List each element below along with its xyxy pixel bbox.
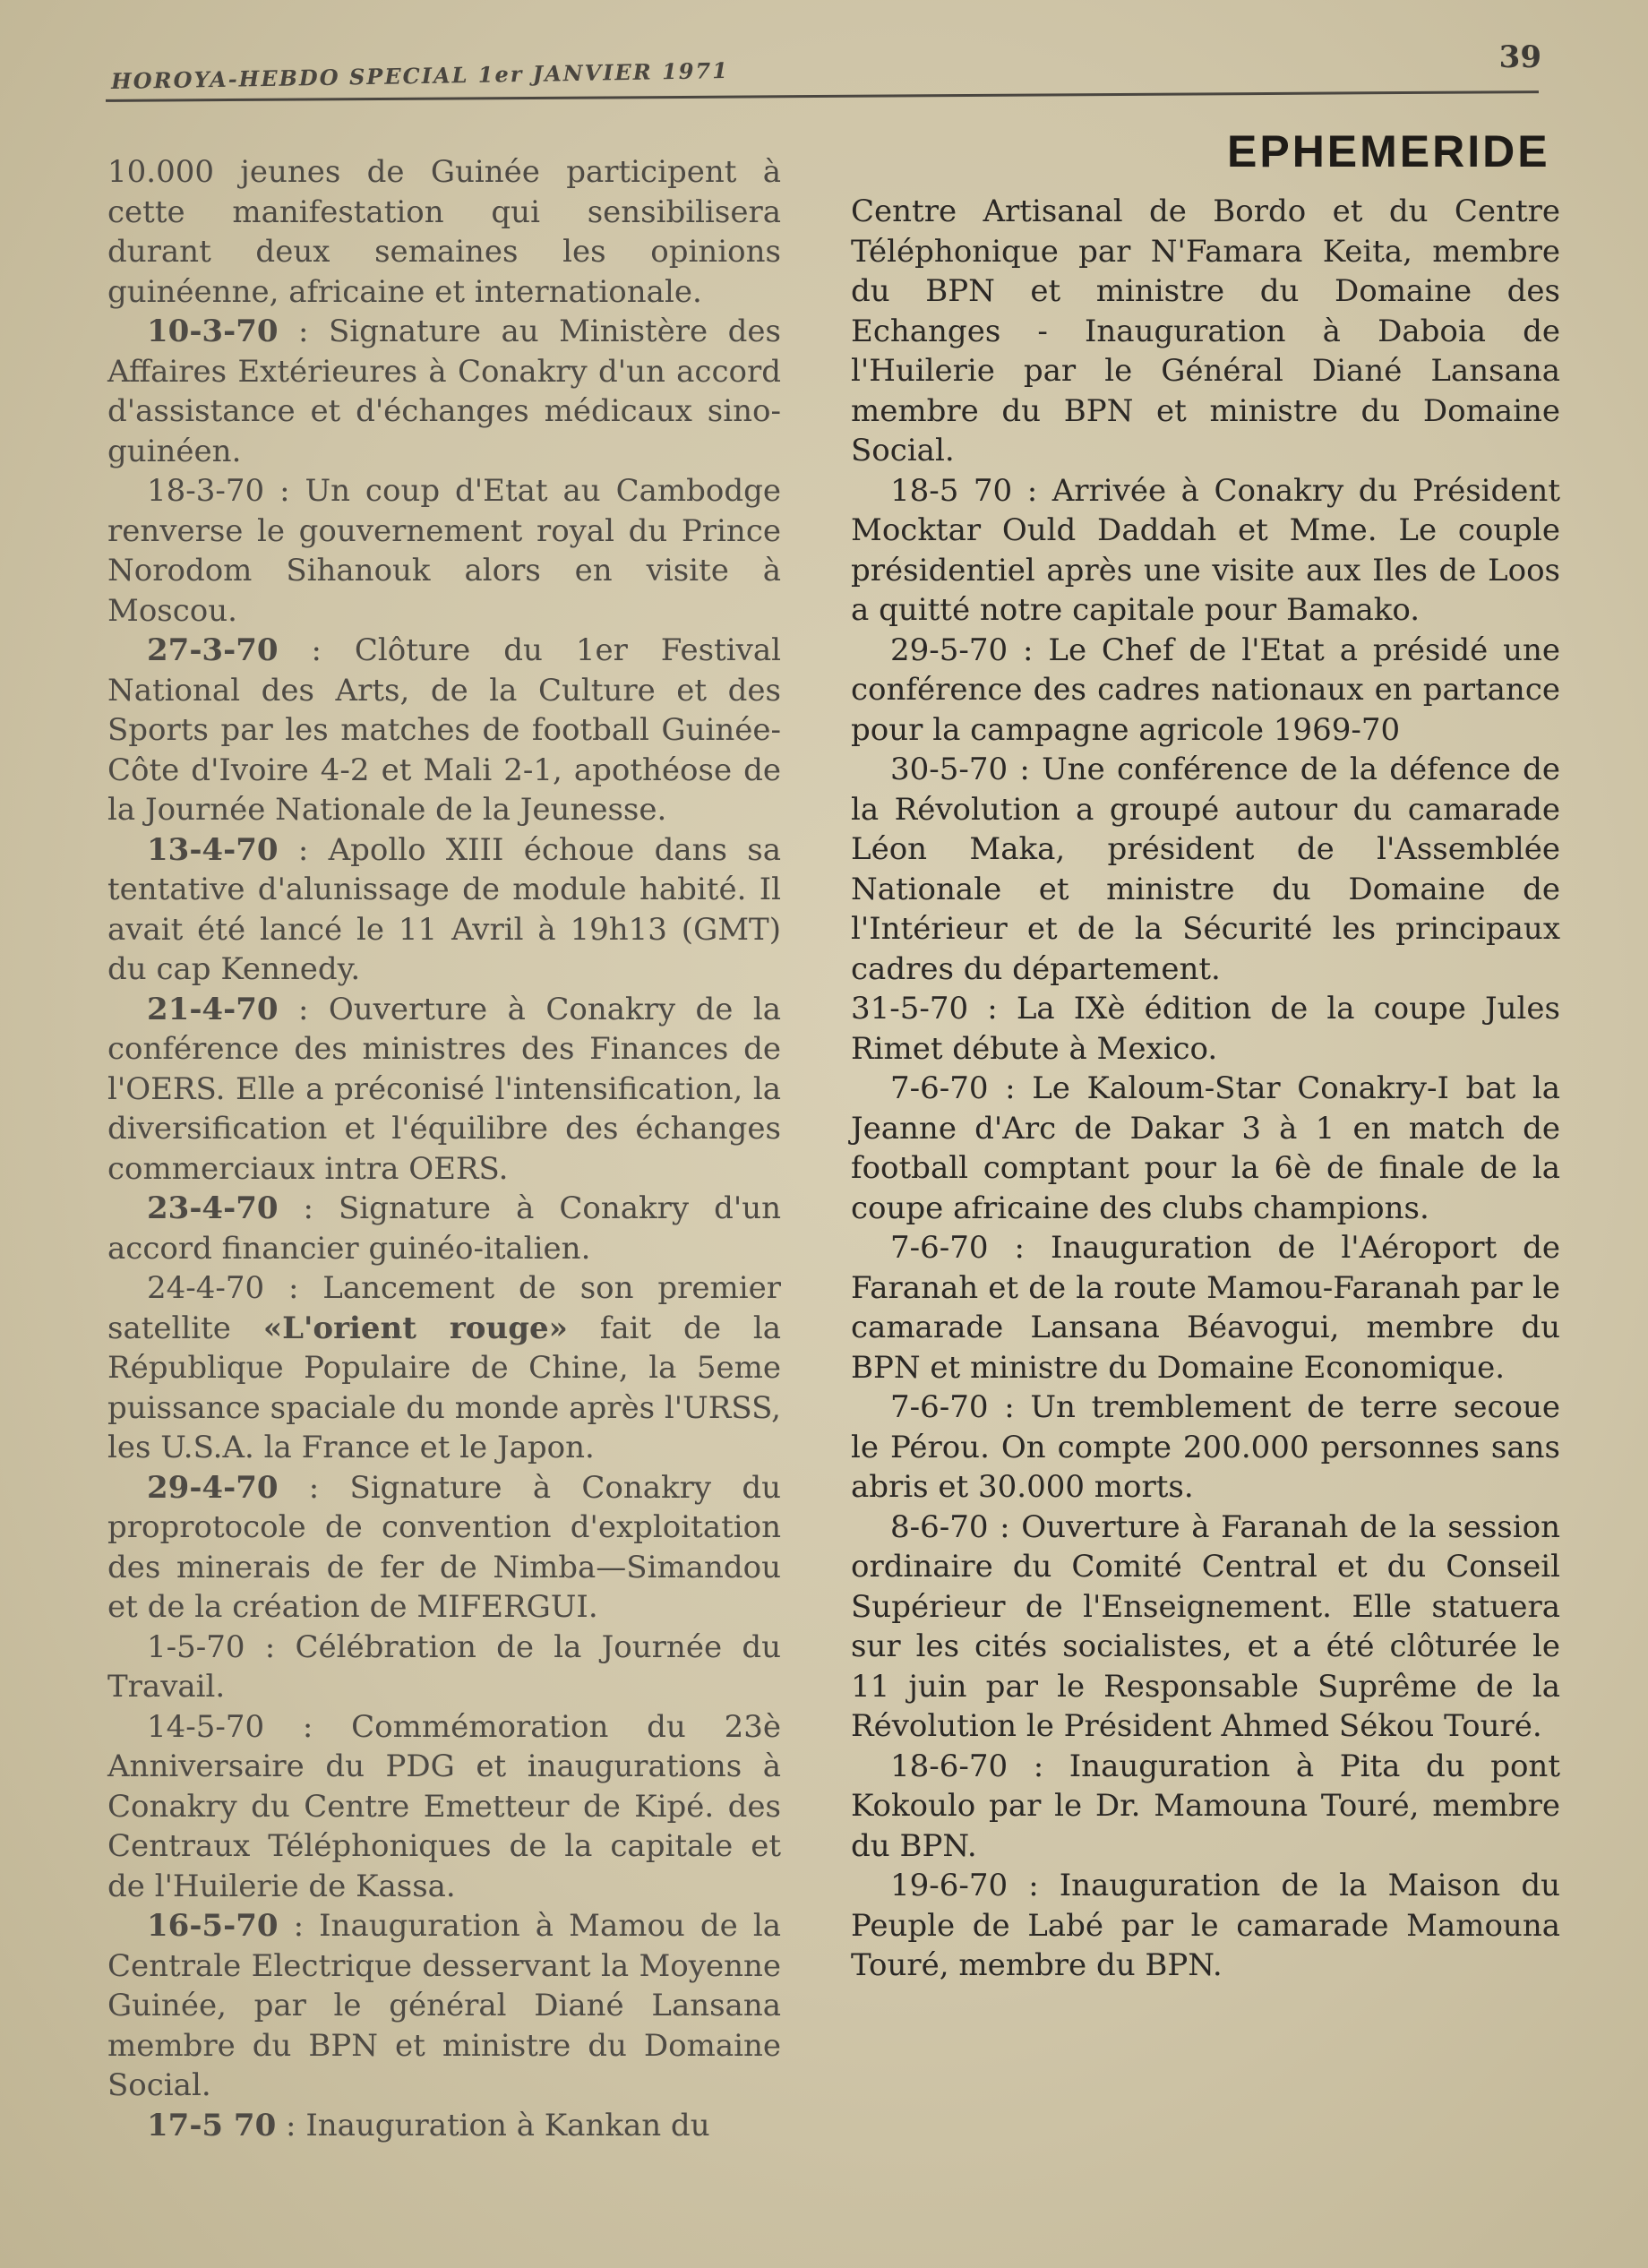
entry-text: fait de la République Populaire de Chine, la 5eme puissance spaciale du monde après l'URSS, les U.S.A. la France et le Japon. xyxy=(107,1310,781,1465)
entry-date: 21-4-70 xyxy=(147,991,279,1027)
entry-18-3-70: 18-3-70 : Un coup d'Etat au Cambodge renverse le gouvernement royal du Prince Norodom Sihanouk alors en visite à Moscou. xyxy=(107,473,781,629)
entry-date: 31-5-70 xyxy=(851,991,969,1027)
entry-text: Apollo XIII échoue dans sa tentative d'alunissage de module habité. Il avait été lancé le 11 Avril à 19h13 (GMT) du cap Kennedy. xyxy=(107,831,781,987)
entry-text: Inauguration à Mamou de la Centrale Electrique desservant la Moyenne Guinée, par le général Diané Lansana membre du BPN et ministre du Domaine Social. xyxy=(107,1908,781,2103)
entry-18-5-70: 18-5 70 : Arrivée à Conakry du Président Mocktar Ould Daddah et Mme. Le couple présidentiel après une visite aux Iles de Loos a quitté notre capitale pour Bamako. xyxy=(851,472,1560,628)
entry-8-6-70: 8-6-70 : Ouverture à Faranah de la session ordinaire du Comité Central et du Conseil Supérieur de l'Enseignement. Elle statuera sur les cités socialistes, et a été clôturée le 11 juin par le Responsable Suprême de la Révolution le Président Ahmed Sékou Touré. xyxy=(851,1508,1560,1744)
entry-text: Signature à Conakry du proprotocole de convention d'exploitation des minerais de fer de Nimba—Simandou et de la création de MIFERGUI. xyxy=(107,1469,781,1625)
entry-30-5-70: 30-5-70 : Une conférence de la défence de la Révolution a groupé autour du camarade Léon Maka, président de l'Assemblée Nationale et ministre du Domaine de l'Intérieur et de la Sécurité les principaux cadres du département. xyxy=(851,752,1560,987)
entry-date: 18-5 70 xyxy=(890,472,1013,509)
entry-14-5-70: 14-5-70 : Commémoration du 23è Anniversaire du PDG et inaugurations à Conakry du Centre Emetteur de Kipé. des Centraux Téléphoniques de la capitale et de l'Huilerie de Kassa. xyxy=(107,1708,781,1904)
entry-18-6-70: 18-6-70 : Inauguration à Pita du pont Kokoulo par le Dr. Mamouna Touré, membre du BPN. xyxy=(851,1748,1560,1864)
entry-text: Ouverture à Conakry de la conférence des ministres des Finances de l'OERS. Elle a préconisé l'intensification, la diversification et l'équilibre des échanges commerciaux intra OERS. xyxy=(107,991,781,1187)
entry-text: Commémoration du 23è Anniversaire du PDG et inaugurations à Conakry du Centre Emetteur de Kipé. des Centraux Téléphoniques de la capitale et de l'Huilerie de Kassa. xyxy=(107,1708,781,1904)
entry-date: 16-5-70 xyxy=(147,1908,279,1944)
right-intro: Centre Artisanal de Bordo et du Centre Téléphonique par N'Famara Keita, membre du BPN et ministre du Domaine des Echanges - Inauguration à Daboia de l'Huilerie par le Général Diané Lansana membre du BPN et ministre du Domaine Social. xyxy=(851,193,1560,468)
entry-text: Ouverture à Faranah de la session ordinaire du Comité Central et du Conseil Supérieur de l'Enseignement. Elle statuera sur les cités socialistes, et a été clôturée le 11 juin par le Responsable Suprême de la Révolution le Président Ahmed Sékou Touré. xyxy=(851,1508,1560,1744)
entry-date: 18-3-70 xyxy=(147,473,265,509)
entry-29-4-70: 29-4-70 : Signature à Conakry du proprotocole de convention d'exploitation des minerais de fer de Nimba—Simandou et de la création de MIFERGUI. xyxy=(107,1469,781,1625)
entry-date: 19-6-70 xyxy=(890,1868,1009,1903)
entry-date: 18-6-70 xyxy=(890,1748,1009,1784)
header-rule xyxy=(106,90,1539,102)
entry-text: Inauguration de la Maison du Peuple de Labé par le camarade Mamouna Touré, membre du BPN. xyxy=(851,1868,1560,1983)
entry-text: Arrivée à Conakry du Président Mocktar Ould Daddah et Mme. Le couple présidentiel après une visite aux Iles de Loos a quitté notre capitale pour Bamako. xyxy=(851,472,1560,628)
left-column xyxy=(107,152,781,2145)
entry-text: Un coup d'Etat au Cambodge renverse le gouvernement royal du Prince Norodom Sihanouk alors en visite à Moscou. xyxy=(107,473,781,629)
entry-19-6-70: 19-6-70 : Inauguration de la Maison du Peuple de Labé par le camarade Mamouna Touré, membre du BPN. xyxy=(851,1868,1560,1983)
entry-7-6-70-airport: 7-6-70 : Inauguration de l'Aéroport de Faranah et de la route Mamou-Faranah par le camarade Lansana Béavogui, membre du BPN et ministre du Domaine Economique. xyxy=(851,1230,1560,1386)
entry-date: 13-4-70 xyxy=(147,831,279,868)
entry-date: 24-4-70 xyxy=(147,1270,265,1306)
entry-date: 29-5-70 xyxy=(890,631,1009,668)
entry-date: 7-6-70 xyxy=(890,1230,989,1266)
entry-date: 23-4-70 xyxy=(147,1190,279,1226)
entry-13-4-70: 13-4-70 : Apollo XIII échoue dans sa tentative d'alunissage de module habité. Il avait été lancé le 11 Avril à 19h13 (GMT) du cap Kennedy. xyxy=(107,831,781,987)
publication-title: HOROYA-HEBDO SPECIAL 1er JANVIER 1971 xyxy=(110,56,730,95)
satellite-name: «L'orient rouge» xyxy=(262,1310,568,1346)
entry-text: Célébration de la Journée du Travail. xyxy=(107,1628,781,1705)
entry-date: 30-5-70 xyxy=(890,752,1009,787)
entry-16-5-70: 16-5-70 : Inauguration à Mamou de la Centrale Electrique desservant la Moyenne Guinée, par le général Diané Lansana membre du BPN et ministre du Domaine Social. xyxy=(107,1908,781,2103)
entry-7-6-70-football: 7-6-70 : Le Kaloum-Star Conakry-I bat la Jeanne d'Arc de Dakar 3 à 1 en match de football comptant pour la 6è de finale de la coupe africaine des clubs champions. xyxy=(851,1070,1560,1226)
entry-27-3-70: 27-3-70 : Clôture du 1er Festival National des Arts, de la Culture et des Sports par les matches de football Guinée-Côte d'Ivoire 4-2 et Mali 2-1, apothéose de la Journée Nationale de la Jeunesse. xyxy=(107,632,781,828)
entry-date: 8-6-70 xyxy=(890,1508,989,1545)
entry-date: 10-3-70 xyxy=(147,314,279,349)
entry-17-5-70: 17-5 70 : Inauguration à Kankan du xyxy=(147,2107,710,2143)
entry-23-4-70: 23-4-70 : Signature à Conakry d'un accord financier guinéo-italien. xyxy=(107,1190,781,1267)
entry-29-5-70: 29-5-70 : Le Chef de l'Etat a présidé une conférence des cadres nationaux en partance pour la campagne agricole 1969-70 xyxy=(851,631,1560,748)
right-column xyxy=(851,192,1560,1986)
entry-text: Lancement de son premier satellite xyxy=(107,1270,781,1346)
entry-24-4-70: 24-4-70 : Lancement de son premier satellite «L'orient rouge» fait de la République Populaire de Chine, la 5eme puissance spaciale du monde après l'URSS, les U.S.A. la France et le Japon. xyxy=(107,1270,781,1465)
entry-text: Inauguration à Pita du pont Kokoulo par le Dr. Mamouna Touré, membre du BPN. xyxy=(851,1748,1560,1864)
entry-text: Un tremblement de terre secoue le Pérou. On compte 200.000 personnes sans abris et 30.000 morts. xyxy=(851,1389,1560,1505)
entry-date: 1-5-70 xyxy=(147,1628,245,1665)
page-number: 39 xyxy=(1498,39,1541,75)
entry-date: 7-6-70 xyxy=(890,1070,989,1106)
entry-date: 14-5-70 xyxy=(147,1708,265,1745)
entry-text: Le Kaloum-Star Conakry-I bat la Jeanne d'Arc de Dakar 3 à 1 en match de football comptant pour la 6è de finale de la coupe africaine des clubs champions. xyxy=(851,1070,1560,1226)
section-title: EPHEMERIDE xyxy=(1227,126,1550,176)
entry-text: Signature au Ministère des Affaires Extérieures à Conakry d'un accord d'assistance et d'échanges médicaux sino-guinéen. xyxy=(107,314,781,469)
entry-31-5-70: 31-5-70 : La IXè édition de la coupe Jules Rimet débute à Mexico. xyxy=(851,991,1560,1067)
entry-text: La IXè édition de la coupe Jules Rimet débute à Mexico. xyxy=(851,991,1560,1067)
entry-text: Inauguration à Kankan du xyxy=(305,2107,710,2143)
entry-date: 17-5 70 xyxy=(147,2107,277,2143)
left-intro: 10.000 jeunes de Guinée participent à cette manifestation qui sensibilisera durant deux semaines les opinions guinéenne, africaine et internationale. xyxy=(107,154,781,310)
entry-date: 27-3-70 xyxy=(147,632,279,668)
entry-text: Le Chef de l'Etat a présidé une conférence des cadres nationaux en partance pour la campagne agricole 1969-70 xyxy=(851,631,1560,748)
page-header xyxy=(106,39,1541,124)
entry-date: 29-4-70 xyxy=(147,1469,279,1506)
entry-text: Une conférence de la défence de la Révolution a groupé autour du camarade Léon Maka, président de l'Assemblée Nationale et ministre du Domaine de l'Intérieur et de la Sécurité les principaux cadres du département. xyxy=(851,752,1560,987)
entry-text: Signature à Conakry d'un accord financier guinéo-italien. xyxy=(107,1190,781,1267)
entry-date: 7-6-70 xyxy=(890,1389,989,1425)
entry-text: Clôture du 1er Festival National des Arts, de la Culture et des Sports par les matches de football Guinée-Côte d'Ivoire 4-2 et Mali 2-1, apothéose de la Journée Nationale de la Jeunesse. xyxy=(107,632,781,828)
entry-1-5-70: 1-5-70 : Célébration de la Journée du Travail. xyxy=(107,1628,781,1705)
entry-text: Inauguration de l'Aéroport de Faranah et de la route Mamou-Faranah par le camarade Lansana Béavogui, membre du BPN et ministre du Domaine Economique. xyxy=(851,1230,1560,1386)
entry-7-6-70-earthquake: 7-6-70 : Un tremblement de terre secoue le Pérou. On compte 200.000 personnes sans abris et 30.000 morts. xyxy=(851,1389,1560,1505)
entry-21-4-70: 21-4-70 : Ouverture à Conakry de la conférence des ministres des Finances de l'OERS. Elle a préconisé l'intensification, la diversification et l'équilibre des échanges commerciaux intra OERS. xyxy=(107,991,781,1187)
entry-10-3-70: 10-3-70 : Signature au Ministère des Affaires Extérieures à Conakry d'un accord d'assistance et d'échanges médicaux sino-guinéen. xyxy=(107,314,781,469)
